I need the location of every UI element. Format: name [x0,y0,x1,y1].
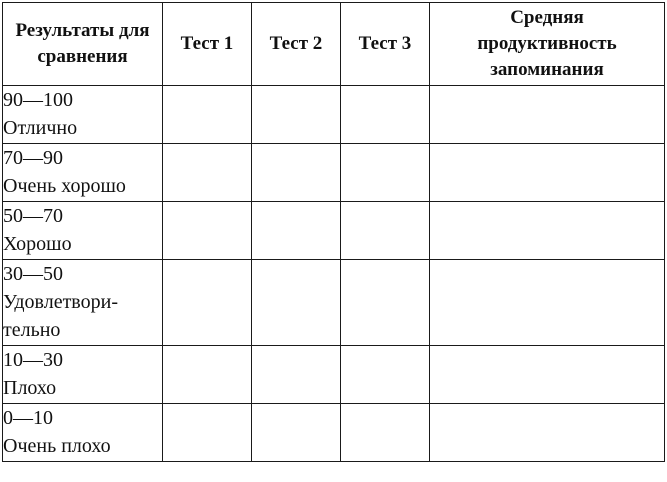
cell-test-1 [163,346,252,404]
header-row [3,3,665,86]
score-grade: Отлично [3,117,78,139]
score-grade: Удовлетвори- [3,291,118,313]
cell-test-3 [341,260,430,346]
cell-test-3 [341,202,430,260]
header-average-line-1: Средняя [510,7,584,28]
table-row [3,346,665,404]
score-range: 50—70 [3,205,63,227]
cell-average [430,86,665,144]
cell-test-1 [163,144,252,202]
header-test-2-label: Тест 2 [269,33,323,54]
score-grade: Плохо [3,377,57,399]
score-range: 70—90 [3,147,63,169]
header-results [3,3,163,86]
row-label-excellent [3,86,163,144]
cell-test-2 [252,86,341,144]
header-test-1 [163,3,252,86]
header-average-line-3: запоминания [490,59,604,80]
header-test-2 [252,3,341,86]
cell-average [430,260,665,346]
cell-test-3 [341,346,430,404]
table-row [3,86,665,144]
table-row [3,260,665,346]
cell-test-1 [163,404,252,462]
header-test-1-label: Тест 1 [180,33,234,54]
table-row [3,202,665,260]
row-label-very-good [3,144,163,202]
table-row [3,404,665,462]
score-range: 90—100 [3,89,73,111]
row-label-good [3,202,163,260]
row-label-satisfactory [3,260,163,346]
score-grade: Очень хорошо [3,175,126,197]
cell-test-2 [252,202,341,260]
cell-average [430,346,665,404]
cell-test-2 [252,260,341,346]
cell-test-1 [163,260,252,346]
cell-average [430,404,665,462]
row-label-very-poor [3,404,163,462]
header-results-line-2: сравнения [37,46,128,67]
score-range: 10—30 [3,349,63,371]
score-range: 0—10 [3,407,53,429]
cell-test-3 [341,86,430,144]
cell-average [430,144,665,202]
row-label-poor [3,346,163,404]
cell-average [430,202,665,260]
cell-test-3 [341,404,430,462]
header-test-3-label: Тест 3 [358,33,412,54]
score-range: 30—50 [3,263,63,285]
header-results-line-1: Результаты для [15,20,150,41]
header-average-productivity [430,3,665,86]
score-grade-continued: тельно [3,319,61,341]
score-grade: Хорошо [3,233,72,255]
cell-test-3 [341,144,430,202]
results-comparison-table [2,2,665,462]
cell-test-2 [252,144,341,202]
table-row [3,144,665,202]
cell-test-1 [163,86,252,144]
header-average-line-2: продуктивность [477,33,617,54]
header-test-3 [341,3,430,86]
cell-test-2 [252,346,341,404]
cell-test-1 [163,202,252,260]
score-grade: Очень плохо [3,435,111,457]
cell-test-2 [252,404,341,462]
